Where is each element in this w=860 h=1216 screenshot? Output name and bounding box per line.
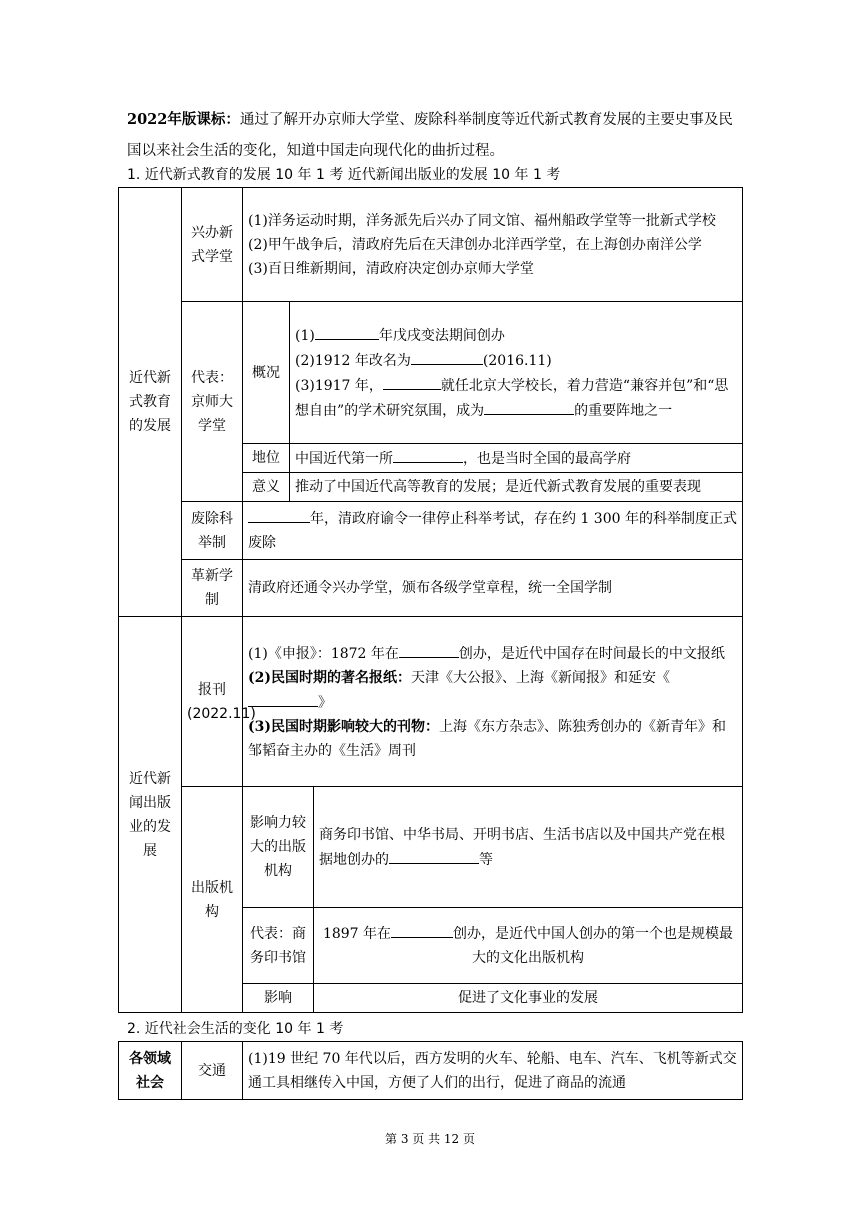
transport-label: 交通	[182, 1042, 243, 1100]
newspapers-label: 报刊 (2022.11)	[182, 617, 243, 787]
education-label: 近代新式教育的发展	[119, 188, 182, 617]
status-label: 地位	[243, 444, 290, 473]
reform-label: 革新学制	[182, 560, 243, 617]
curriculum-standard	[127, 104, 747, 167]
abolish-label: 废除科举制	[182, 502, 243, 560]
commercial-content: 1897 年在 创办，是近代中国人创办的第一个也是规模最大的文化出版机构	[314, 908, 743, 984]
education-press-table	[118, 187, 743, 1013]
newspapers-content: (1)《申报》：1872 年在 创办，是近代中国存在时间最长的中文报纸 (2)民国时期的著名报纸：天津《大公报》、上海《新闻报》和延安《》 (3)民国时期影响较大的刊物：上海《东方杂志》、陈独秀创办的《新青年》和邹韬奋主办的《生活》周刊	[243, 617, 743, 787]
influential-label: 影响力较大的出版机构	[243, 787, 314, 908]
section2-title: 2. 近代社会生活的变化 10 年 1 考	[127, 1021, 344, 1037]
influential-content: 商务印书馆、中华书局、开明书店、生活书店以及中国共产党在根据地创办的 等	[314, 787, 743, 908]
status-content: 中国近代第一所 ，也是当时全国的最高学府	[290, 444, 743, 473]
fields-label: 各领域社会	[119, 1042, 182, 1100]
schools-content: (1)洋务运动时期，洋务派先后兴办了同文馆、福州船政学堂等一批新式学校 (2)甲午战争后，清政府先后在天津创办北洋西学堂，在上海创办南洋公学 (3)百日维新期间，清政府决定创办京师大学堂	[243, 188, 743, 302]
meaning-content: 推动了中国近代高等教育的发展；是近代新式教育发展的重要表现	[290, 473, 743, 502]
section1-title: 1. 近代新式教育的发展 10 年 1 考 近代新闻出版业的发展 10 年 1 考	[127, 167, 561, 183]
reform-content: 清政府还通令兴办学堂，颁布各级学堂章程，统一全国学制	[243, 560, 743, 617]
social-life-table	[118, 1041, 743, 1100]
overview-label: 概况	[243, 302, 290, 444]
impact-label: 影响	[243, 984, 314, 1013]
meaning-label: 意义	[243, 473, 290, 502]
overview-content: (1) 年戊戌变法期间创办 (2)1912 年改名为 (2016.11) (3)1917 年， 就任北京大学校长，着力营造“兼容并包”和“思想自由”的学术研究氛围，成为 的重要阵地之一	[290, 302, 743, 444]
impact-content: 促进了文化事业的发展	[314, 984, 743, 1013]
commercial-label: 代表：商务印书馆	[243, 908, 314, 984]
standard-text: 通过了解开办京师大学堂、废除科举制度等近代新式教育发展的主要史事及民国以来社会生活的变化，知道中国走向现代化的曲折过程。	[127, 112, 733, 159]
press-label: 近代新闻出版业的发展	[119, 617, 182, 1013]
abolish-content: 年，清政府谕令一律停止科举考试，存在约 1 300 年的科举制度正式废除	[243, 502, 743, 560]
publishers-label: 出版机构	[182, 787, 243, 1013]
page-footer: 第 3 页 共 12 页	[385, 1132, 475, 1146]
transport-content: (1)19 世纪 70 年代以后，西方发明的火车、轮船、电车、汽车、飞机等新式交通工具相继传入中国，方便了人们的出行，促进了商品的流通	[243, 1042, 743, 1100]
university-label: 代表：京师大学堂	[182, 302, 243, 502]
schools-label: 兴办新式学堂	[182, 188, 243, 302]
standard-label: 2022年版课标：	[127, 111, 240, 128]
